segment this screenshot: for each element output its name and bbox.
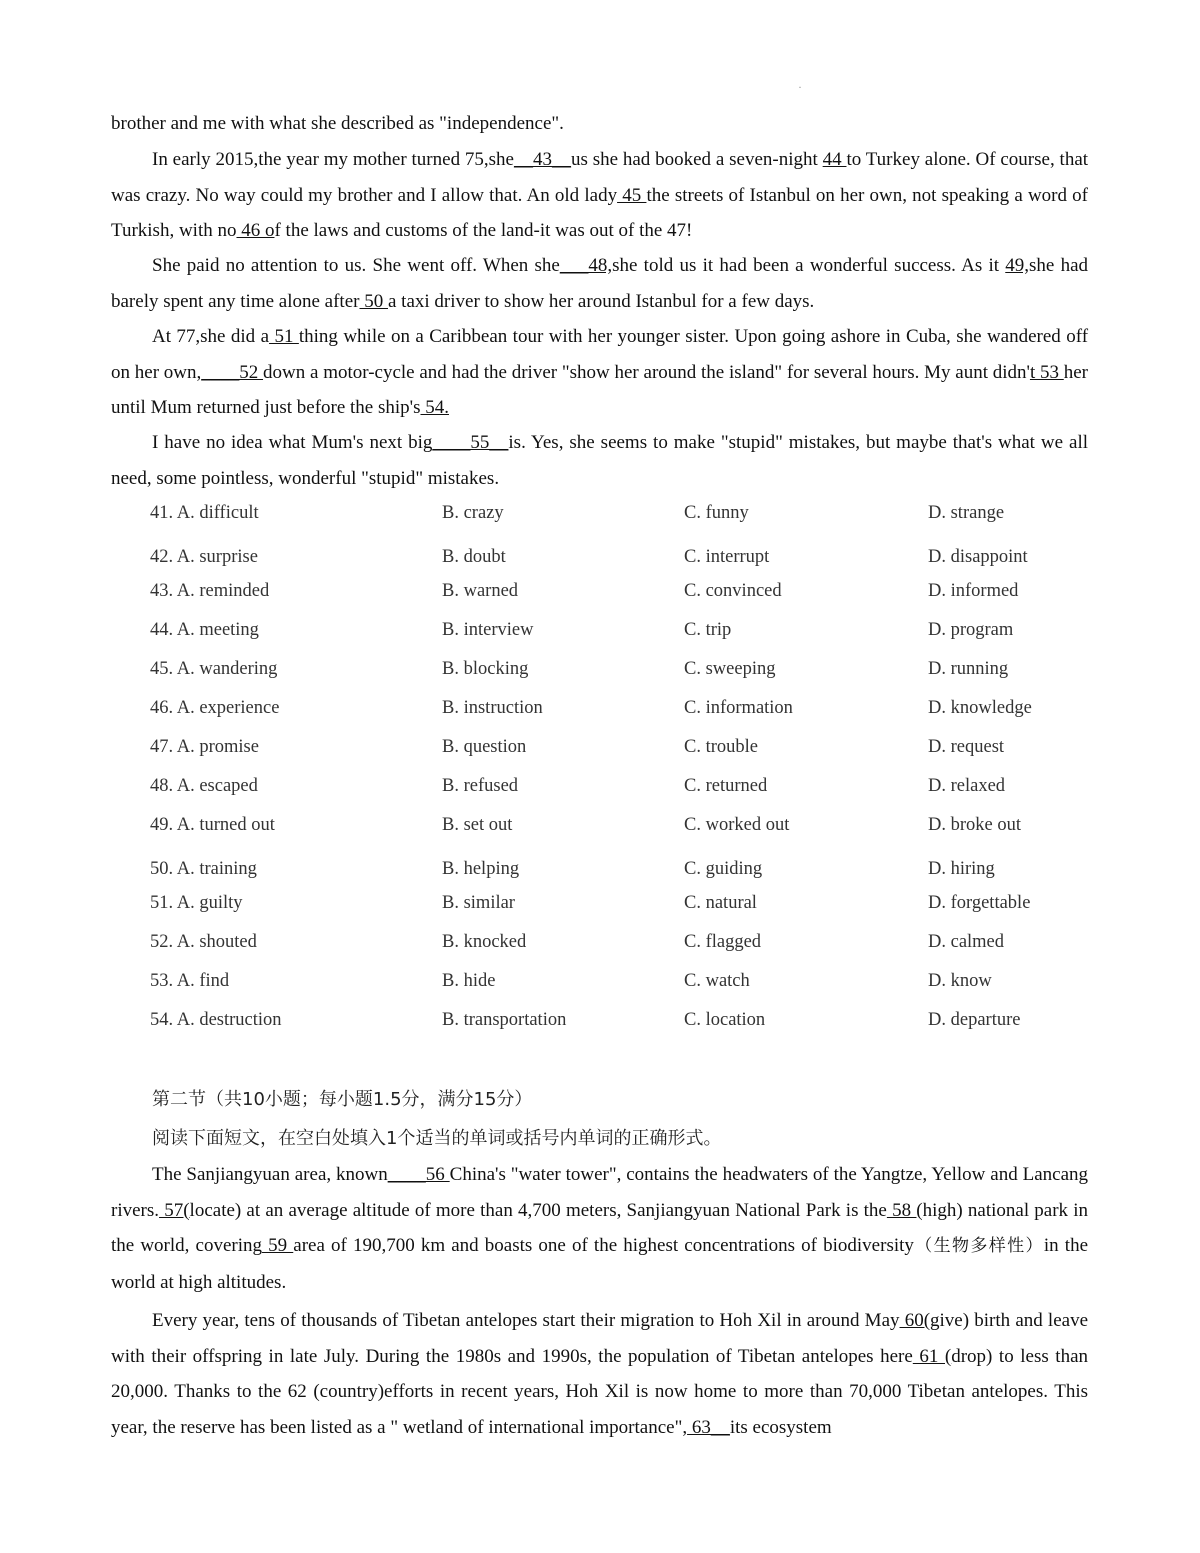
blank-60: 60( xyxy=(899,1310,931,1331)
blank-50: 50 xyxy=(359,290,388,312)
blank-52: ____52 xyxy=(201,361,264,383)
option-row: 42. A. surprise B. doubt C. interrupt D. disappoint xyxy=(150,547,1028,567)
blank-51: 51 xyxy=(269,326,299,347)
option-row: 47. A. promise B. question C. trouble D. request xyxy=(150,737,1005,757)
blank-44: 44 xyxy=(822,149,847,170)
grammar-paragraph-2: Every year, tens of thousands of Tibetan antelopes start their migration to Hoh Xil in around May 60(give) birth and leave with their offspring in late July. During the 1980s and 1990s, the population of Tibetan antelopes here 61 (drop) to less than 20,000. Thanks to the 62 (country)efforts in recent years, Hoh Xil is now home to more than 70,000 Tibetan antelopes. This year, the reserve has been listed as a " wetland of international importance", 63__its ecosystem xyxy=(111,1310,1089,1438)
grammar-paragraph-1: The Sanjiangyuan area, known____56 China's "water tower", contains the headwaters of the Yangtze, Yellow and Lancang rivers. 57(locate) at an average altitude of more than 4,700 meters, Sanjiangyuan National Park is the 58 (high) national park in the world, covering 59 area of 190,700 km and boasts one of the highest concentrations of biodiversity（生物多样性）in the world at high altitudes. xyxy=(111,1164,1089,1293)
option-row: 54. A. destruction B. transportation C. location D. departure xyxy=(150,1010,1021,1030)
passage-paragraph-3: She paid no attention to us. She went off. When she___48,she told us it had been a wonderful success. As it 49,she had barely spent any time alone after 50 a taxi driver to show her around Istanbul for a few days. xyxy=(111,255,1089,312)
blank-45: 45 xyxy=(617,184,647,206)
option-row: 43. A. reminded B. warned C. convinced D. informed xyxy=(150,581,1019,601)
blank-63: 63__ xyxy=(687,1416,730,1438)
option-row: 50. A. training B. helping C. guiding D. hiring xyxy=(150,859,995,879)
option-row: 51. A. guilty B. similar C. natural D. forgettable xyxy=(150,893,1031,913)
option-row: 49. A. turned out B. set out C. worked out D. broke out xyxy=(150,815,1021,835)
blank-61: 61 ( xyxy=(912,1345,952,1367)
blank-58: 58 ( xyxy=(886,1199,923,1221)
blank-54: 54. xyxy=(420,397,449,418)
option-row: 46. A. experience B. instruction C. information D. knowledge xyxy=(150,698,1032,718)
blank-53: t 53 xyxy=(1029,361,1064,383)
option-row: 44. A. meeting B. interview C. trip D. program xyxy=(150,620,1014,640)
passage-paragraph-5: I have no idea what Mum's next big____55__is. Yes, she seems to make "stupid" mistakes, but maybe that's what we all need, some pointless, wonderful "stupid" mistakes. xyxy=(111,432,1089,489)
blank-55: ____55__ xyxy=(432,432,509,453)
blank-49: 49, xyxy=(1005,255,1030,276)
blank-46: 46 o xyxy=(236,220,275,241)
passage-paragraph-2: In early 2015,the year my mother turned 75,she__43__us she had booked a seven-night 44 to Turkey alone. Of course, that was crazy. No way could my brother and I allow that. An old lady 45 the streets of Istanbul on her own, not speaking a word of Turkish, with no 46 of the laws and customs of the land-it was out of the 47! xyxy=(111,149,1089,241)
option-row: 48. A. escaped B. refused C. returned D. relaxed xyxy=(150,776,1006,796)
option-row: 52. A. shouted B. knocked C. flagged D. calmed xyxy=(150,932,1005,952)
section-instruction: 阅读下面短文，在空白处填入1个适当的单词或括号内单词的正确形式。 xyxy=(152,1128,722,1149)
section-heading: 第二节（共10小题；每小题1.5分，满分15分） xyxy=(152,1089,533,1110)
option-row: 45. A. wandering B. blocking C. sweeping D. running xyxy=(150,659,1009,679)
option-row: 53. A. find B. hide C. watch D. know xyxy=(150,971,992,991)
blank-59: 59 xyxy=(262,1235,294,1256)
blank-43: __43__ xyxy=(513,149,571,170)
passage-line: brother and me with what she described as "independence". xyxy=(111,113,564,134)
passage-paragraph-4: At 77,she did a 51 thing while on a Caribbean tour with her younger sister. Upon going ashore in Cuba, she wandered off on her own,____52 down a motor-cycle and had the driver "show her around the island" for several hours. My aunt didn't 53 her until Mum returned just before the ship's 54. xyxy=(111,326,1089,418)
blank-56: ____56 xyxy=(387,1164,450,1185)
blank-57: 57( xyxy=(159,1199,190,1221)
header-mark: · xyxy=(798,80,802,94)
option-row: 41. A. difficult B. crazy C. funny D. strange xyxy=(150,503,1005,523)
blank-48: ___48, xyxy=(559,255,613,276)
